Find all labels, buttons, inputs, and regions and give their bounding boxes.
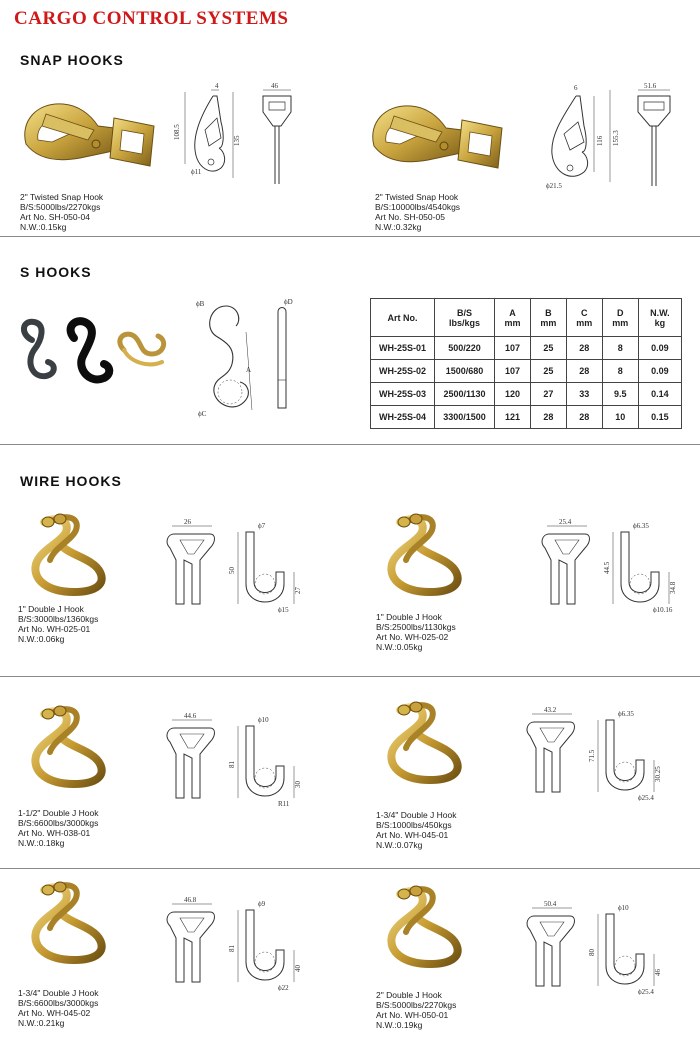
dim-radius: ϕ22 [278,984,289,991]
section-title-wire-hooks: WIRE HOOKS [20,473,122,489]
net-weight: N.W.:0.15kg [20,222,67,232]
table-cell: 107 [495,360,531,383]
table-cell: 107 [495,337,531,360]
table-header-row [371,299,682,337]
dim-b: ϕB [196,300,205,308]
table-cell: 8 [602,337,638,360]
dim-c: ϕC [198,410,207,418]
dim-e: ϕ11 [191,168,202,176]
dim-c: 108.5 [173,124,181,140]
header-c: C mm [566,299,602,337]
product-name: 1-3/4" Double J Hook [18,988,99,998]
dim-height: 71.5 [588,749,596,762]
table-cell: 28 [566,406,602,429]
dim-a: A [246,366,252,374]
table-cell: WH-25S-02 [371,360,435,383]
net-weight: N.W.:0.19kg [376,1020,423,1030]
dim-width: 50.4 [544,900,557,908]
table-cell: 28 [566,360,602,383]
table-cell: 0.15 [638,406,681,429]
table-cell: WH-25S-04 [371,406,435,429]
wire-hook-photo [370,880,490,975]
snap-hook-drawing [530,82,690,194]
dim-radius: ϕ10.16 [653,606,673,613]
header-b: B mm [530,299,566,337]
product-name: 1-3/4" Double J Hook [376,810,457,820]
dim-radius: ϕ15 [278,606,289,613]
dim-height: 50 [228,567,236,574]
dim-height: 80 [588,949,596,956]
product-name: 2" Twisted Snap Hook [20,192,104,202]
dim-width: 43.2 [544,706,557,714]
dim-wire: ϕ9 [258,900,266,908]
dim-a: 6 [574,84,578,92]
product-caption [20,192,103,232]
dim-d: 155.3 [612,130,620,146]
product-name: 1-1/2" Double J Hook [18,808,99,818]
product-caption [18,604,98,644]
dim-b: 46 [271,82,278,90]
dim-wire: ϕ10 [618,904,629,912]
wire-hook-drawing [160,712,330,807]
net-weight: N.W.:0.07kg [376,840,423,850]
breaking-strength: B/S:1000lbs/450kgs [376,820,452,830]
wire-hook-drawing [520,706,690,801]
product-caption [375,192,460,232]
table-row [371,360,682,383]
snap-hook-drawing [165,82,315,192]
art-number: Art No. WH-045-01 [376,830,449,840]
dim-width: 44.6 [184,712,197,720]
dim-width: 25.4 [559,518,572,526]
dim-height-2: 40 [294,965,302,972]
breaking-strength: B/S:6600lbs/3000kgs [18,818,99,828]
table-cell: 9.5 [602,383,638,406]
section-divider [0,444,700,445]
wire-hook-drawing [520,900,690,995]
s-hooks-spec-table [370,298,682,429]
dim-height-2: 30.25 [654,766,662,782]
table-cell: 28 [566,337,602,360]
table-cell: 121 [495,406,531,429]
wire-hook-photo [14,876,134,971]
section-divider [0,236,700,237]
dim-radius: ϕ25.4 [638,988,654,995]
dim-height-2: 27 [294,587,302,594]
table-cell: 33 [566,383,602,406]
art-number: Art No. SH-050-04 [20,212,90,222]
wire-hook-drawing [160,518,330,613]
table-row [371,406,682,429]
dim-wire: ϕ10 [258,716,269,724]
table-cell: 120 [495,383,531,406]
table-cell: WH-25S-01 [371,337,435,360]
table-cell: 3300/1500 [435,406,495,429]
product-name: 1" Double J Hook [376,612,442,622]
art-number: Art No. WH-025-02 [376,632,449,642]
dim-height-2: 30 [294,781,302,788]
dim-a: 4 [215,82,219,90]
product-name: 1" Double J Hook [18,604,84,614]
net-weight: N.W.:0.05kg [376,642,423,652]
table-cell: 8 [602,360,638,383]
net-weight: N.W.:0.32kg [375,222,422,232]
header-nw: N.W. kg [638,299,681,337]
breaking-strength: B/S:3000lbs/1360kgs [18,614,99,624]
product-name: 2" Twisted Snap Hook [375,192,459,202]
dim-d: ϕD [284,298,293,306]
dim-wire: ϕ7 [258,522,266,530]
dim-radius: ϕ25.4 [638,794,654,801]
dim-height: 44.5 [603,561,611,574]
product-caption [18,988,99,1028]
table-cell: 500/220 [435,337,495,360]
product-caption [376,990,456,1030]
snap-hook-photo [18,92,168,182]
product-caption [376,810,457,850]
breaking-strength: B/S:6600lbs/3000kgs [18,998,99,1008]
dim-b: 51.6 [644,82,657,90]
breaking-strength: B/S:5000lbs/2270kgs [376,1000,457,1010]
dim-width: 26 [184,518,191,526]
dim-wire: ϕ6.35 [618,710,634,718]
table-cell: 25 [530,337,566,360]
wire-hook-drawing [160,896,330,991]
table-row [371,337,682,360]
art-number: Art No. WH-050-01 [376,1010,449,1020]
header-art-no: Art No. [371,299,435,337]
table-cell: 28 [530,406,566,429]
wire-hook-drawing [535,518,700,613]
dim-d: 135 [233,135,241,146]
breaking-strength: B/S:10000lbs/4540kgs [375,202,461,212]
header-bs: B/S lbs/kgs [435,299,495,337]
art-number: Art No. WH-038-01 [18,828,91,838]
section-title-s-hooks: S HOOKS [20,264,92,280]
art-number: Art No. WH-025-01 [18,624,91,634]
product-caption [376,612,456,652]
s-hook-drawing [186,292,316,422]
dim-e: ϕ21.5 [546,182,562,190]
section-title-snap-hooks: SNAP HOOKS [20,52,124,68]
dim-wire: ϕ6.35 [633,522,649,530]
net-weight: N.W.:0.06kg [18,634,65,644]
table-cell: 1500/680 [435,360,495,383]
wire-hook-photo [14,700,134,795]
table-cell: 0.09 [638,337,681,360]
breaking-strength: B/S:2500lbs/1130kgs [376,622,456,632]
dim-height-2: 46 [654,969,662,976]
breaking-strength: B/S:5000lbs/2270kgs [20,202,101,212]
table-cell: 0.14 [638,383,681,406]
product-caption [18,808,99,848]
s-hooks-photo [12,310,182,390]
art-number: Art No. SH-050-05 [375,212,445,222]
dim-height: 81 [228,945,236,952]
page-title: CARGO CONTROL SYSTEMS [14,8,289,29]
product-name: 2" Double J Hook [376,990,442,1000]
header-a: A mm [495,299,531,337]
dim-height-2: 34.8 [669,581,677,594]
section-divider [0,868,700,869]
snap-hook-photo [366,94,516,184]
dim-width: 46.8 [184,896,197,904]
art-number: Art No. WH-045-02 [18,1008,91,1018]
table-cell: 27 [530,383,566,406]
table-cell: 2500/1130 [435,383,495,406]
table-row [371,383,682,406]
net-weight: N.W.:0.18kg [18,838,65,848]
dim-height: 81 [228,761,236,768]
header-d: D mm [602,299,638,337]
table-cell: 0.09 [638,360,681,383]
net-weight: N.W.:0.21kg [18,1018,65,1028]
table-cell: 10 [602,406,638,429]
dim-c: 116 [596,135,604,146]
wire-hook-photo [370,696,490,791]
section-divider [0,676,700,677]
wire-hook-photo [14,508,134,603]
table-cell: 25 [530,360,566,383]
wire-hook-photo [370,508,490,603]
dim-radius: R11 [278,800,290,807]
table-cell: WH-25S-03 [371,383,435,406]
